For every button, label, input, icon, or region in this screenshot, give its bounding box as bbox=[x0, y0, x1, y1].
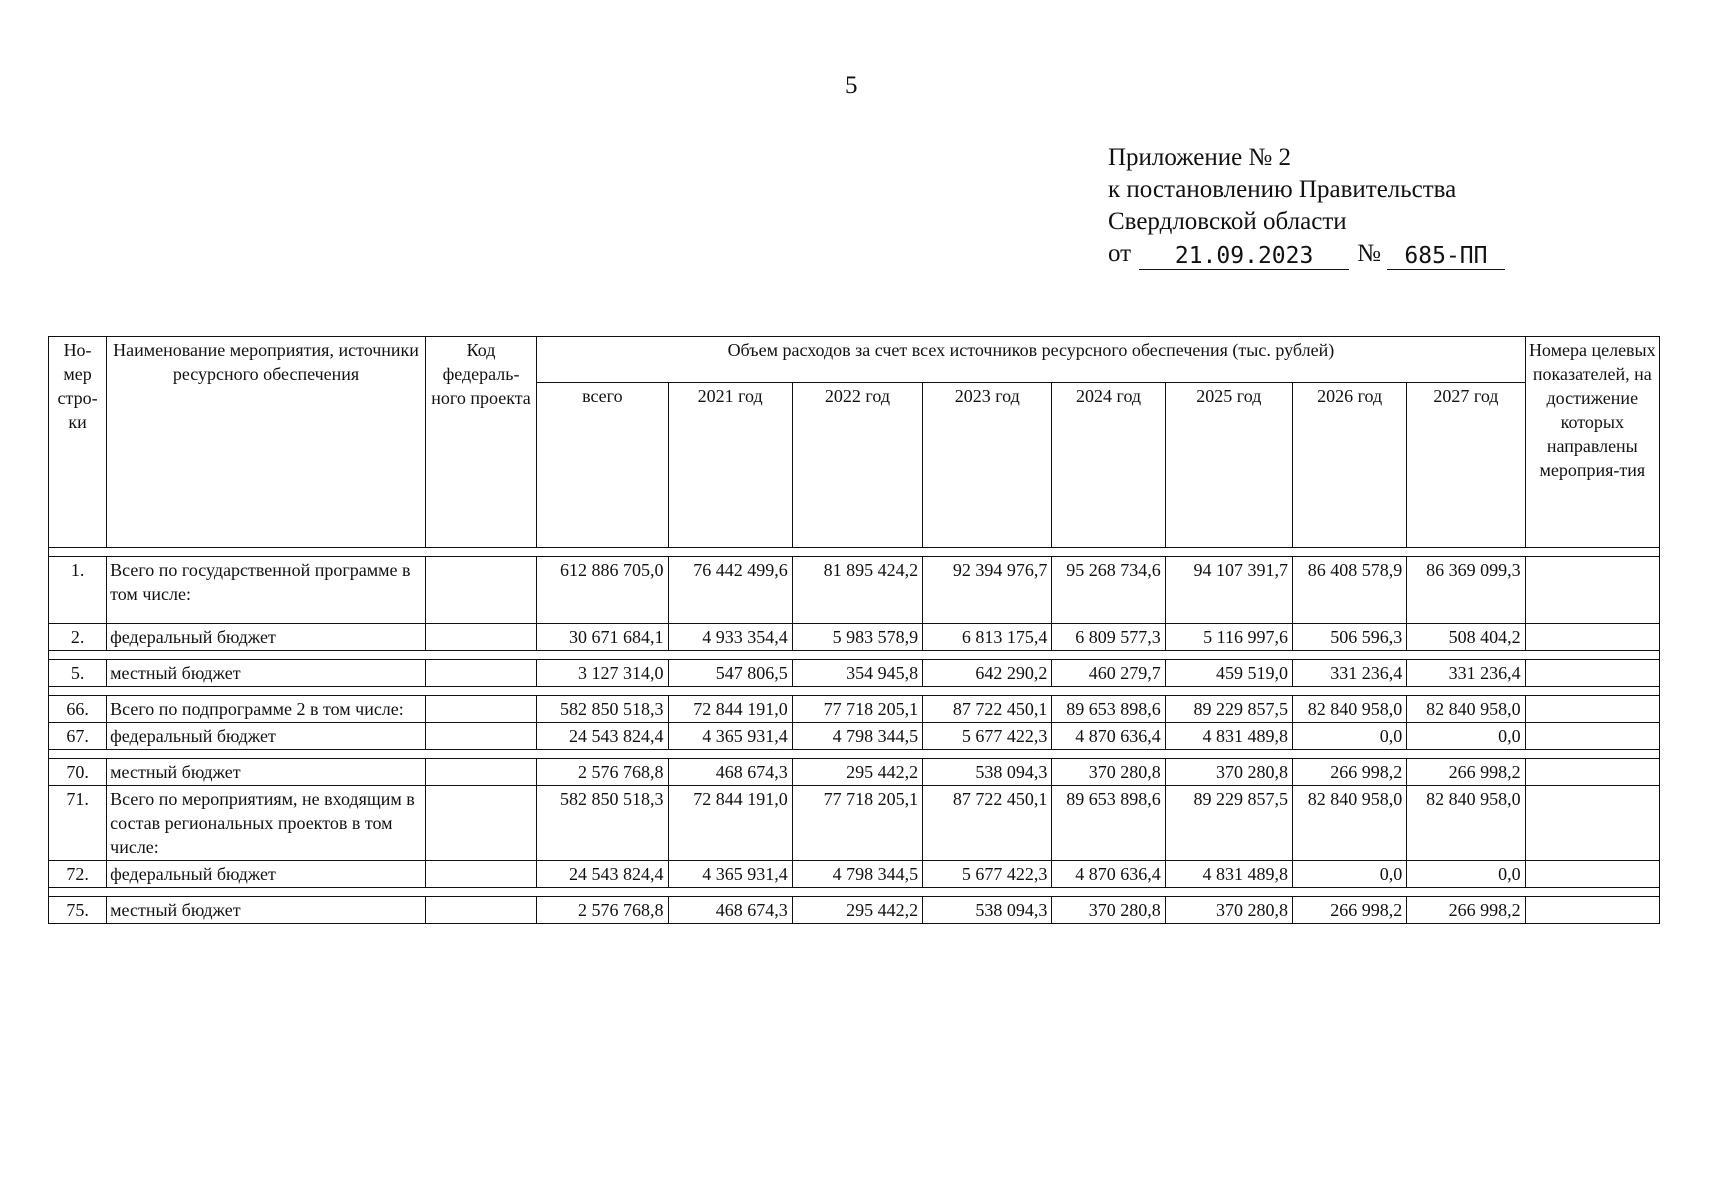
row-2024: 370 280,8 bbox=[1052, 897, 1165, 924]
row-2023: 642 290,2 bbox=[923, 660, 1052, 687]
row-2027: 82 840 958,0 bbox=[1407, 696, 1525, 723]
row-code bbox=[425, 786, 536, 861]
row-2022: 5 983 578,9 bbox=[792, 624, 922, 651]
row-total: 24 543 824,4 bbox=[537, 861, 668, 888]
row-name: федеральный бюджет bbox=[107, 861, 426, 888]
row-code bbox=[425, 897, 536, 924]
row-name: федеральный бюджет bbox=[107, 624, 426, 651]
row-2025: 370 280,8 bbox=[1165, 897, 1292, 924]
row-2026: 331 236,4 bbox=[1293, 660, 1407, 687]
row-2024: 4 870 636,4 bbox=[1052, 861, 1165, 888]
row-indicators bbox=[1525, 786, 1659, 861]
row-indicators bbox=[1525, 624, 1659, 651]
table-row bbox=[49, 660, 1660, 687]
table-row bbox=[49, 786, 1660, 861]
row-2026: 266 998,2 bbox=[1293, 759, 1407, 786]
resolution-number: 685-ПП bbox=[1387, 243, 1505, 270]
row-2023: 538 094,3 bbox=[923, 897, 1052, 924]
row-2024: 95 268 734,6 bbox=[1052, 557, 1165, 624]
row-2023: 92 394 976,7 bbox=[923, 557, 1052, 624]
row-total: 30 671 684,1 bbox=[537, 624, 668, 651]
table-row bbox=[49, 861, 1660, 888]
row-2025: 94 107 391,7 bbox=[1165, 557, 1292, 624]
row-2023: 5 677 422,3 bbox=[923, 861, 1052, 888]
header-indicators: Номера целевых показателей, на достижение которых направлены мероприя-тия bbox=[1525, 337, 1659, 548]
row-2025: 4 831 489,8 bbox=[1165, 861, 1292, 888]
row-2026: 82 840 958,0 bbox=[1293, 786, 1407, 861]
row-2025: 89 229 857,5 bbox=[1165, 696, 1292, 723]
row-number: 2. bbox=[49, 624, 107, 651]
row-2022: 77 718 205,1 bbox=[792, 696, 922, 723]
row-2021: 4 933 354,4 bbox=[668, 624, 792, 651]
budget-table bbox=[48, 336, 1660, 924]
row-2022: 77 718 205,1 bbox=[792, 786, 922, 861]
row-indicators bbox=[1525, 696, 1659, 723]
row-indicators bbox=[1525, 897, 1659, 924]
row-number: 5. bbox=[49, 660, 107, 687]
page-number: 5 bbox=[845, 72, 858, 99]
row-2025: 5 116 997,6 bbox=[1165, 624, 1292, 651]
row-code bbox=[425, 696, 536, 723]
header-total: всего bbox=[537, 383, 668, 548]
row-2023: 87 722 450,1 bbox=[923, 696, 1052, 723]
row-code bbox=[425, 861, 536, 888]
row-2021: 72 844 191,0 bbox=[668, 786, 792, 861]
row-name: федеральный бюджет bbox=[107, 723, 426, 750]
row-indicators bbox=[1525, 759, 1659, 786]
row-2024: 89 653 898,6 bbox=[1052, 786, 1165, 861]
row-2027: 508 404,2 bbox=[1407, 624, 1525, 651]
row-2027: 82 840 958,0 bbox=[1407, 786, 1525, 861]
row-total: 612 886 705,0 bbox=[537, 557, 668, 624]
row-2025: 4 831 489,8 bbox=[1165, 723, 1292, 750]
row-code bbox=[425, 723, 536, 750]
row-2026: 266 998,2 bbox=[1293, 897, 1407, 924]
row-number: 70. bbox=[49, 759, 107, 786]
row-2023: 87 722 450,1 bbox=[923, 786, 1052, 861]
row-2027: 266 998,2 bbox=[1407, 897, 1525, 924]
row-number: 71. bbox=[49, 786, 107, 861]
appendix-block bbox=[1108, 142, 1505, 270]
row-code bbox=[425, 624, 536, 651]
row-total: 582 850 518,3 bbox=[537, 786, 668, 861]
row-total: 2 576 768,8 bbox=[537, 897, 668, 924]
row-name: местный бюджет bbox=[107, 660, 426, 687]
header-2021: 2021 год bbox=[668, 383, 792, 548]
header-2027: 2027 год bbox=[1407, 383, 1525, 548]
row-2022: 81 895 424,2 bbox=[792, 557, 922, 624]
header-name: Наименование мероприятия, источники ресурсного обеспечения bbox=[107, 337, 426, 548]
row-2025: 459 519,0 bbox=[1165, 660, 1292, 687]
header-volume: Объем расходов за счет всех источников ресурсного обеспечения (тыс. рублей) bbox=[537, 337, 1525, 383]
table-row bbox=[49, 759, 1660, 786]
table-row bbox=[49, 723, 1660, 750]
row-2021: 468 674,3 bbox=[668, 897, 792, 924]
table-row bbox=[49, 624, 1660, 651]
row-2026: 0,0 bbox=[1293, 861, 1407, 888]
appendix-resolution: к постановлению Правительства bbox=[1108, 176, 1457, 203]
row-2025: 370 280,8 bbox=[1165, 759, 1292, 786]
row-name: Всего по мероприятиям, не входящим в состав региональных проектов в том числе: bbox=[107, 786, 426, 861]
row-2024: 370 280,8 bbox=[1052, 759, 1165, 786]
row-total: 24 543 824,4 bbox=[537, 723, 668, 750]
table-row bbox=[49, 557, 1660, 624]
row-2027: 331 236,4 bbox=[1407, 660, 1525, 687]
row-2026: 0,0 bbox=[1293, 723, 1407, 750]
row-2027: 266 998,2 bbox=[1407, 759, 1525, 786]
row-2024: 6 809 577,3 bbox=[1052, 624, 1165, 651]
table-row bbox=[49, 696, 1660, 723]
row-number: 67. bbox=[49, 723, 107, 750]
row-2022: 4 798 344,5 bbox=[792, 723, 922, 750]
row-indicators bbox=[1525, 557, 1659, 624]
row-2026: 86 408 578,9 bbox=[1293, 557, 1407, 624]
row-number: 75. bbox=[49, 897, 107, 924]
row-number: 66. bbox=[49, 696, 107, 723]
row-2021: 547 806,5 bbox=[668, 660, 792, 687]
row-code bbox=[425, 660, 536, 687]
row-total: 582 850 518,3 bbox=[537, 696, 668, 723]
row-2027: 0,0 bbox=[1407, 861, 1525, 888]
row-2021: 4 365 931,4 bbox=[668, 861, 792, 888]
row-indicators bbox=[1525, 660, 1659, 687]
row-code bbox=[425, 759, 536, 786]
row-2021: 72 844 191,0 bbox=[668, 696, 792, 723]
row-2024: 4 870 636,4 bbox=[1052, 723, 1165, 750]
row-name: Всего по подпрограмме 2 в том числе: bbox=[107, 696, 426, 723]
from-label: от bbox=[1108, 240, 1132, 267]
appendix-region: Свердловской области bbox=[1108, 208, 1347, 235]
header-2026: 2026 год bbox=[1293, 383, 1407, 548]
number-label: № bbox=[1357, 240, 1381, 267]
header-2025: 2025 год bbox=[1165, 383, 1292, 548]
row-2022: 295 442,2 bbox=[792, 897, 922, 924]
row-name: местный бюджет bbox=[107, 897, 426, 924]
row-2022: 4 798 344,5 bbox=[792, 861, 922, 888]
row-total: 2 576 768,8 bbox=[537, 759, 668, 786]
row-2026: 506 596,3 bbox=[1293, 624, 1407, 651]
row-2024: 89 653 898,6 bbox=[1052, 696, 1165, 723]
row-2021: 468 674,3 bbox=[668, 759, 792, 786]
row-2022: 295 442,2 bbox=[792, 759, 922, 786]
row-2023: 6 813 175,4 bbox=[923, 624, 1052, 651]
header-federal-code: Код федераль-ного проекта bbox=[425, 337, 536, 548]
row-2021: 4 365 931,4 bbox=[668, 723, 792, 750]
row-indicators bbox=[1525, 861, 1659, 888]
header-2024: 2024 год bbox=[1052, 383, 1165, 548]
row-name: местный бюджет bbox=[107, 759, 426, 786]
header-row-number: Но-мер стро-ки bbox=[49, 337, 107, 548]
header-2022: 2022 год bbox=[792, 383, 922, 548]
row-code bbox=[425, 557, 536, 624]
row-2024: 460 279,7 bbox=[1052, 660, 1165, 687]
appendix-title: Приложение № 2 bbox=[1108, 144, 1292, 171]
row-2026: 82 840 958,0 bbox=[1293, 696, 1407, 723]
resolution-date: 21.09.2023 bbox=[1139, 243, 1349, 270]
row-number: 72. bbox=[49, 861, 107, 888]
row-total: 3 127 314,0 bbox=[537, 660, 668, 687]
table-row bbox=[49, 897, 1660, 924]
row-2022: 354 945,8 bbox=[792, 660, 922, 687]
row-indicators bbox=[1525, 723, 1659, 750]
row-2027: 86 369 099,3 bbox=[1407, 557, 1525, 624]
row-2021: 76 442 499,6 bbox=[668, 557, 792, 624]
row-number: 1. bbox=[49, 557, 107, 624]
row-name: Всего по государственной программе в том числе: bbox=[107, 557, 426, 624]
appendix-date-number-line bbox=[1108, 238, 1505, 270]
header-2023: 2023 год bbox=[923, 383, 1052, 548]
row-2023: 5 677 422,3 bbox=[923, 723, 1052, 750]
row-2027: 0,0 bbox=[1407, 723, 1525, 750]
row-2025: 89 229 857,5 bbox=[1165, 786, 1292, 861]
row-2023: 538 094,3 bbox=[923, 759, 1052, 786]
